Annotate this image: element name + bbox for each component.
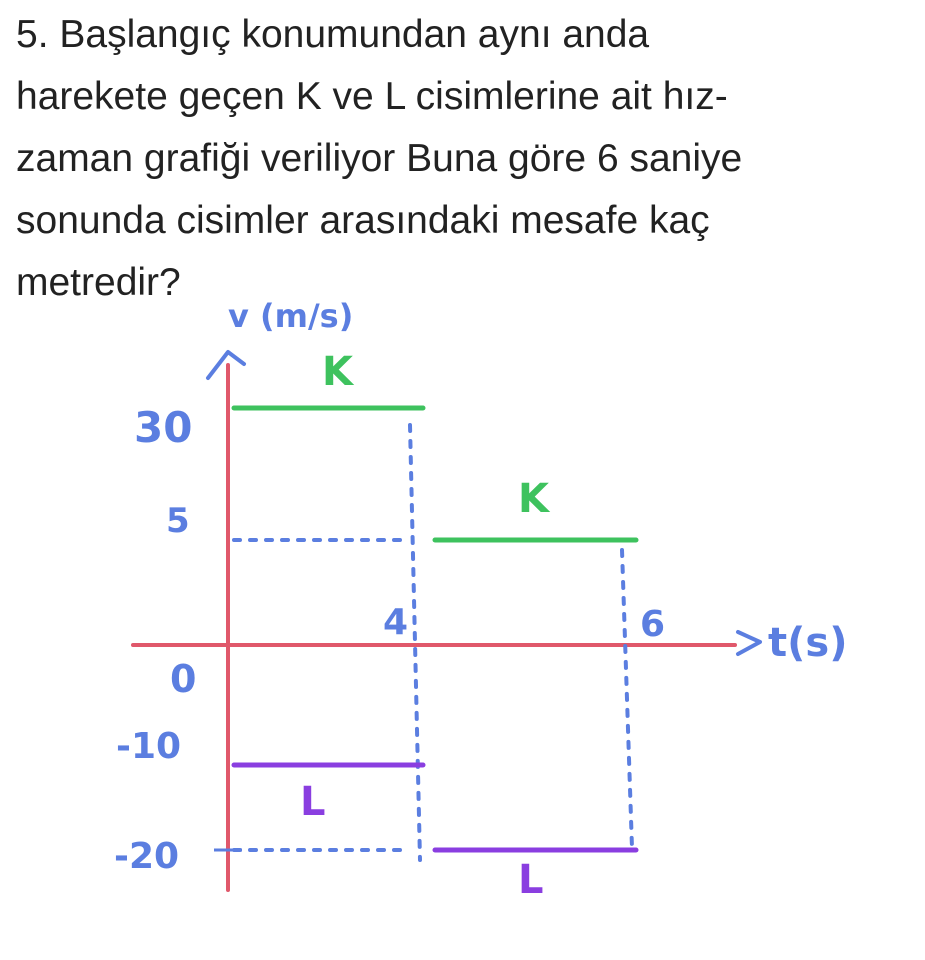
y-tick-labels xyxy=(114,403,242,877)
x-axis-title-arrow xyxy=(738,632,760,654)
x-axis-title: t(s) xyxy=(768,620,848,666)
series-L-label: L xyxy=(300,779,326,825)
y-tick-label: 30 xyxy=(134,403,193,452)
x-tick-label: 4 xyxy=(383,602,409,643)
series-K-label: K xyxy=(518,476,549,522)
question-line: harekete geçen K ve L cisimlerine ait hız- xyxy=(16,75,728,118)
question-line: 5. Başlangıç konumundan aynı anda xyxy=(16,13,650,56)
series-K-label: K xyxy=(322,349,353,395)
y-tick-label: 5 xyxy=(166,501,190,541)
question-line: zaman grafiği veriliyor Buna göre 6 saniye xyxy=(16,137,743,180)
question-line: sonunda cisimler arasındaki mesafe kaç xyxy=(16,199,710,242)
guide-t4 xyxy=(410,425,420,860)
guide-lines xyxy=(234,425,632,860)
question-line: metredir? xyxy=(16,261,181,304)
y-tick-label: 0 xyxy=(170,657,197,701)
guide-t6 xyxy=(622,550,632,848)
y-tick-label: -10 xyxy=(116,726,182,767)
series-labels xyxy=(300,349,551,903)
series-segments xyxy=(234,408,636,850)
y-axis-title: v (m/s) xyxy=(228,297,354,335)
x-tick-labels xyxy=(383,602,665,645)
y-tick-label: -20 xyxy=(114,836,180,877)
series-L-label: L xyxy=(518,857,544,903)
x-axis-title-group xyxy=(738,620,848,666)
x-tick-label: 6 xyxy=(640,604,666,645)
